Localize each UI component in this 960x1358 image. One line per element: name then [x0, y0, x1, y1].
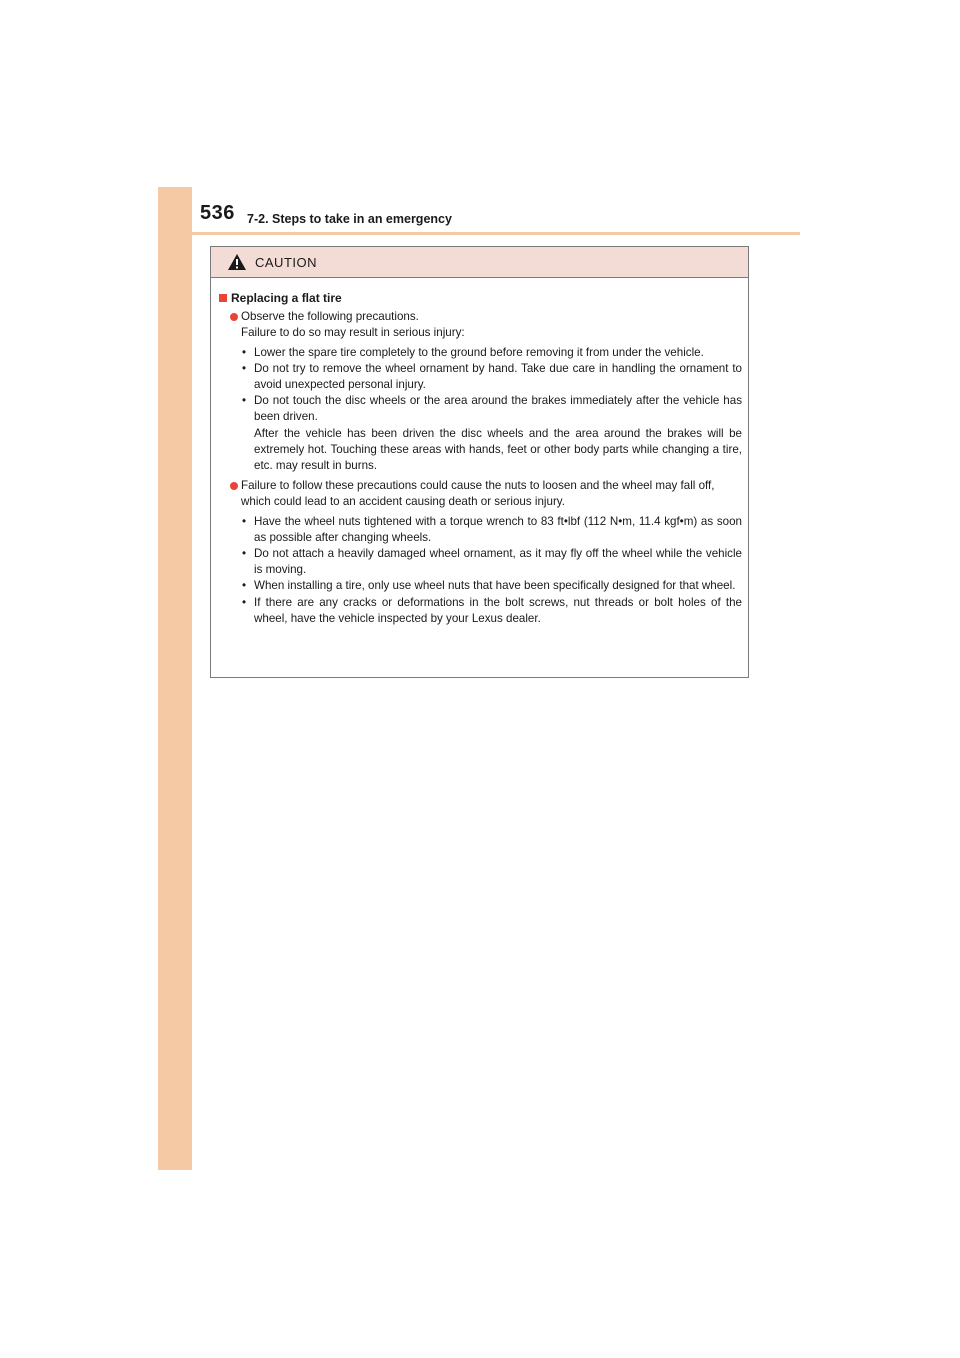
caution-topic-label: Replacing a flat tire — [231, 291, 342, 305]
round-bullet-icon — [230, 313, 238, 321]
sub-list-item: • When installing a tire, only use wheel nuts that have been specifically designed for that wheel. — [242, 579, 736, 593]
caution-body — [211, 278, 748, 627]
caution-bullet — [219, 478, 742, 627]
bullet-text: Failure to follow these precautions could cause the nuts to loosen and the wheel may fall off, which could lead to an accident causing death or serious injury. — [241, 479, 715, 509]
bullet-text: Failure to do so may result in serious injury: — [241, 326, 465, 340]
caution-header — [211, 247, 748, 278]
section-title: 7-2. Steps to take in an emergency — [247, 212, 452, 226]
warning-triangle-icon — [227, 253, 247, 271]
sub-list-item: • If there are any cracks or deformations in the bolt screws, nut threads or bolt holes of the wheel, have the vehicle inspected by your Lexus dealer. — [242, 595, 742, 625]
sub-list-item: • Do not try to remove the wheel ornament by hand. Take due care in handling the ornament to avoid unexpected personal injury. — [242, 361, 742, 392]
sub-list-item: • Have the wheel nuts tightened with a torque wrench to 83 ft•lbf (112 N•m, 11.4 kgf•m) as soon as possible after changing wheels. — [242, 514, 742, 544]
sub-list-item-continued: After the vehicle has been driven the disc wheels and the area around the brakes will be extremely hot. Touching these areas with hands, feet or other body parts while changing a tire, etc. may result in burns. — [254, 426, 742, 473]
sub-list-item: • Lower the spare tire completely to the ground before removing it from under the vehicle. — [242, 345, 704, 359]
sub-list — [241, 514, 742, 627]
caution-box — [210, 246, 749, 678]
caution-title: CAUTION — [255, 254, 317, 270]
bullet-text: Observe the following precautions. — [241, 310, 419, 324]
header-rule — [192, 232, 800, 235]
page-number: 536 — [200, 202, 235, 224]
square-bullet-icon — [219, 294, 227, 302]
caution-bullet — [219, 309, 742, 474]
chapter-side-tab — [158, 187, 192, 1170]
sub-list — [241, 345, 742, 475]
sub-list-item: • Do not touch the disc wheels or the area around the brakes immediately after the vehicle has been driven. — [242, 394, 742, 424]
sub-list-item: • Do not attach a heavily damaged wheel ornament, as it may fly off the wheel while the vehicle is moving. — [242, 547, 742, 577]
round-bullet-icon — [230, 482, 238, 490]
caution-topic — [219, 290, 742, 306]
